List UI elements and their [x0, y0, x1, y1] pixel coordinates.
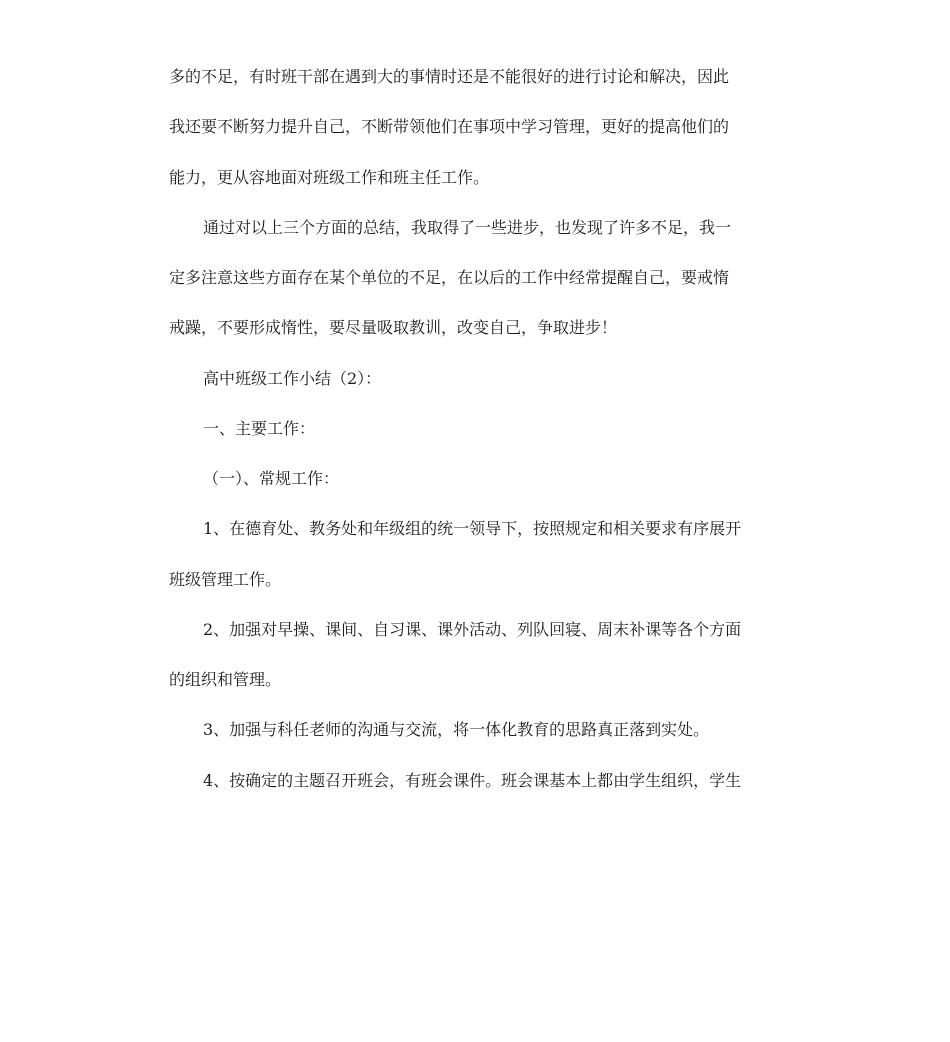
list-item-line: 4、按确定的主题召开班会，有班会课件。班会课基本上都由学生组织，学生	[203, 771, 742, 790]
list-item-line: 的组织和管理。	[169, 670, 282, 689]
section-heading: 高中班级工作小结（2）：	[203, 369, 382, 388]
paragraph-line: 戒躁，不要形成惰性，要尽量吸取教训，改变自己，争取进步！	[169, 318, 618, 337]
list-item-line: 班级管理工作。	[169, 570, 282, 589]
section-heading: 一、主要工作：	[203, 419, 316, 438]
list-item-line: 1、在德育处、教务处和年级组的统一领导下，按照规定和相关要求有序展开	[203, 519, 742, 538]
paragraph-line: 多的不足，有时班干部在遇到大的事情时还是不能很好的进行讨论和解决，因此	[169, 67, 730, 86]
paragraph-line: 定多注意这些方面存在某个单位的不足，在以后的工作中经常提醒自己，要戒惰	[169, 268, 730, 287]
paragraph-line: 通过对以上三个方面的总结，我取得了一些进步，也发现了许多不足，我一	[203, 218, 732, 237]
subsection-heading: （一）、常规工作：	[203, 469, 340, 488]
paragraph-line: 我还要不断努力提升自己，不断带领他们在事项中学习管理，更好的提高他们的	[169, 117, 730, 136]
list-item-line: 3、加强与科任老师的沟通与交流，将一体化教育的思路真正落到实处。	[203, 720, 710, 739]
paragraph-line: 能力，更从容地面对班级工作和班主任工作。	[169, 168, 490, 187]
list-item-line: 2、加强对早操、课间、自习课、课外活动、列队回寝、周末补课等各个方面	[203, 620, 742, 639]
